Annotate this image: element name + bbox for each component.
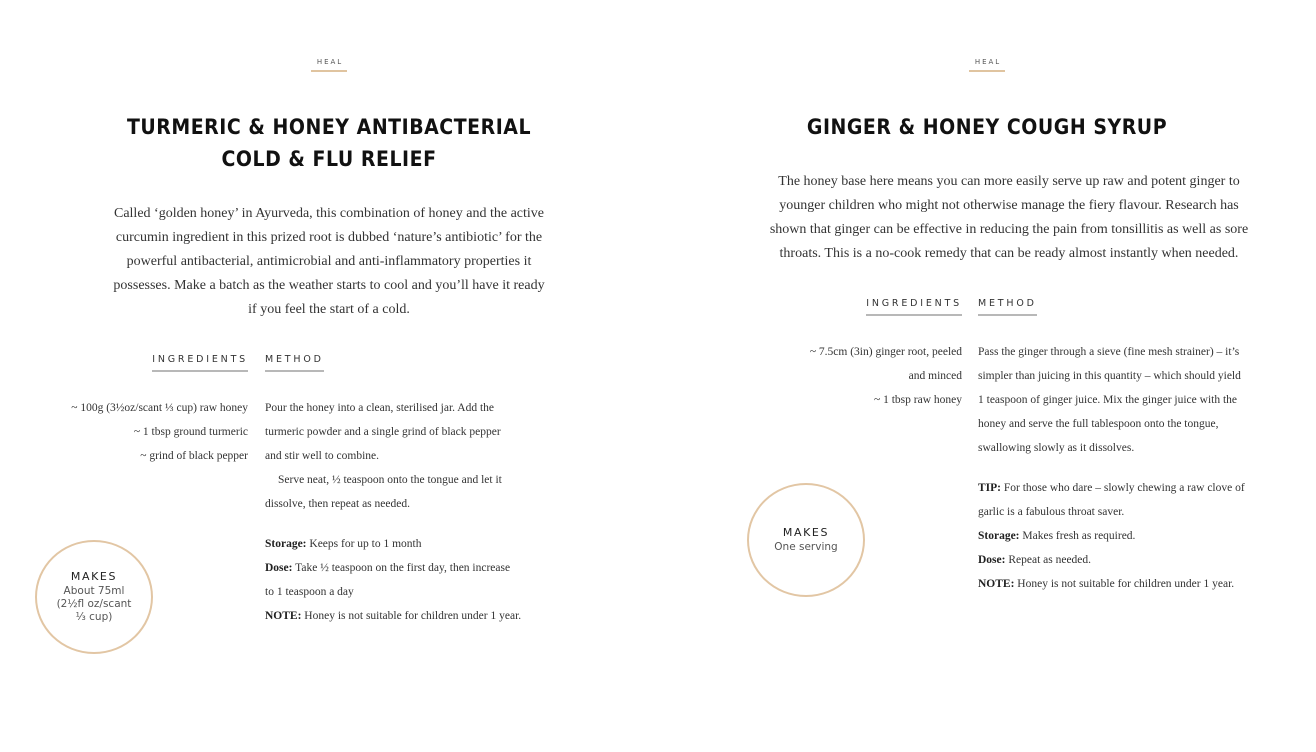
method-heading: METHOD <box>265 354 324 372</box>
makes-badge: MAKES About 75ml (2½fl oz/scant ⅓ cup) <box>35 540 153 654</box>
note-warning: NOTE: Honey is not suitable for children under 1 year. <box>265 610 522 622</box>
right-page <box>658 0 1316 752</box>
note-storage: Storage: Makes fresh as required. <box>978 530 1136 542</box>
method-steps: Pass the ginger through a sieve (fine mesh strainer) – it’s simpler than juicing in this quantity – which should yield 1 teaspoon of ginger juice. Mix the ginger juice with the honey and serve the full tablespoon onto the tongue, swallowing slowly as it dissolves. TIP: For those who dare – slowly chewing a raw clove of garlic is a fabulous throat saver. Storage: Makes fresh as required. Dose: Repeat as needed. NOTE: Honey is not suitable for children under 1 year. <box>978 340 1278 596</box>
note-tip: TIP: For those who dare – slowly chewing a raw clove of <box>978 482 1245 494</box>
title-line: COLD & FLU RELIEF <box>221 147 437 172</box>
recipe-title <box>697 112 1276 144</box>
ingredient-item: ~ 7.5cm (3in) ginger root, peeled <box>809 346 962 358</box>
section-label: HEAL <box>0 58 658 72</box>
note-storage: Storage: Keeps for up to 1 month <box>265 538 422 550</box>
ingredients-list <box>762 340 962 412</box>
makes-badge: MAKES One serving <box>747 483 865 597</box>
recipe-notes <box>978 476 1278 596</box>
ingredient-item: ~ grind of black pepper <box>140 450 248 462</box>
ingredients-heading: INGREDIENTS <box>866 298 962 316</box>
note-dose-cont: to 1 teaspoon a day <box>265 586 354 598</box>
ingredients-heading: INGREDIENTS <box>152 354 248 372</box>
section-label: HEAL <box>658 58 1316 72</box>
note-dose: Dose: Repeat as needed. <box>978 554 1092 566</box>
ingredient-item: ~ 1 tbsp ground turmeric <box>133 426 248 438</box>
ingredient-item: and minced <box>908 370 962 382</box>
note-dose: Dose: Take ½ teaspoon on the first day, then increase <box>265 562 511 574</box>
ingredient-item: ~ 100g (3½oz/scant ⅓ cup) raw honey <box>71 402 248 414</box>
recipe-title <box>39 112 618 176</box>
ingredients-list <box>8 396 248 468</box>
title-line: TURMERIC & HONEY ANTIBACTERIAL <box>126 115 532 140</box>
note-tip-cont: garlic is a fabulous throat saver. <box>978 506 1125 518</box>
method-steps: Pour the honey into a clean, sterilised jar. Add the turmeric powder and a single grind of black pepper and stir well to combine. Serve neat, ½ teaspoon onto the tongue and let it dissolve, then repeat as needed. Storage: Keeps for up to 1 month Dose: Take ½ teaspoon on the first day, then increase to 1 teaspoon a day NOTE: Honey is not suitable for children under 1 year. <box>265 396 555 628</box>
method-heading: METHOD <box>978 298 1037 316</box>
recipe-intro: Called ‘golden honey’ in Ayurveda, this combination of honey and the active curcumin ingredient in this prized root is dubbed ‘nature’s antibiotic’ for the powerful antibacterial, antimicrobial and anti-inflammatory properties it possesses. Make a batch as the weather starts to cool and you’ll have it ready if you feel the start of a cold. <box>113 206 545 317</box>
title-line: GINGER & HONEY COUGH SYRUP <box>806 115 1168 140</box>
note-warning: NOTE: Honey is not suitable for children under 1 year. <box>978 578 1235 590</box>
recipe-notes <box>265 532 555 628</box>
recipe-intro: The honey base here means you can more easily serve up raw and potent ginger to younger children who might not otherwise manage the fiery flavour. Research has shown that ginger can be effective in reducing the pain from tonsillitis as well as sore throats. This is a no-cook remedy that can be ready almost instantly when needed. <box>769 174 1249 261</box>
ingredient-item: ~ 1 tbsp raw honey <box>874 394 962 406</box>
